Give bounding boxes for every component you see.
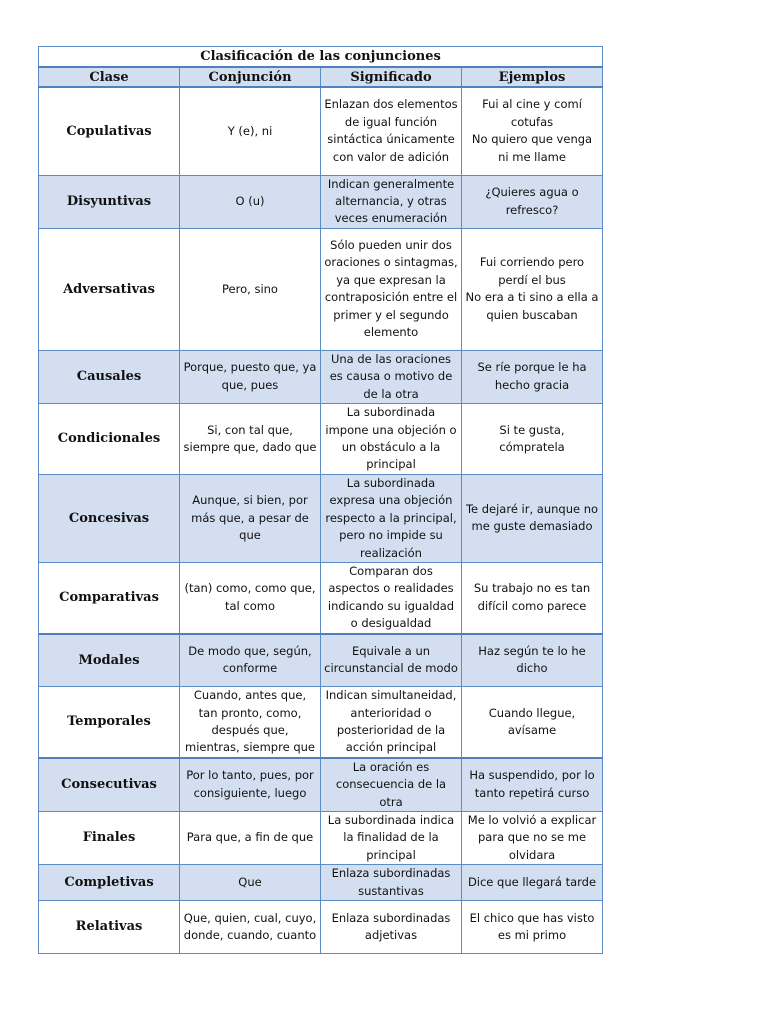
header-row [39,67,603,87]
cell-clase: Temporales [39,687,180,758]
cell-significado: Indican generalmente alternancia, y otras veces enumeración [321,175,462,228]
cell-significado: Una de las oraciones es causa o motivo de de la otra [321,350,462,403]
table-title: Clasificación de las conjunciones [39,47,603,68]
cell-ejemplos: Si te gusta, cómpratela [462,403,603,474]
cell-ejemplos: Cuando llegue, avísame [462,687,603,758]
conjunciones-table [38,46,603,954]
header-significado: Significado [321,67,462,87]
cell-significado: Enlaza subordinadas adjetivas [321,900,462,953]
cell-clase: Completivas [39,865,180,901]
header-conjuncion: Conjunción [180,67,321,87]
table-row [39,562,603,633]
cell-conjuncion: O (u) [180,175,321,228]
cell-conjuncion: Para que, a fin de que [180,811,321,864]
cell-clase: Relativas [39,900,180,953]
cell-ejemplos: Haz según te lo he dicho [462,634,603,687]
cell-clase: Adversativas [39,228,180,350]
cell-ejemplos: Fui al cine y comí cotufas No quiero que venga ni me llame [462,87,603,175]
cell-clase: Copulativas [39,87,180,175]
table-row [39,758,603,812]
cell-ejemplos: Dice que llegará tarde [462,865,603,901]
cell-clase: Disyuntivas [39,175,180,228]
cell-conjuncion: Pero, sino [180,228,321,350]
cell-conjuncion: Y (e), ni [180,87,321,175]
table-row [39,865,603,901]
cell-significado: La subordinada indica la finalidad de la principal [321,811,462,864]
cell-conjuncion: De modo que, según, conforme [180,634,321,687]
table-row [39,228,603,350]
cell-ejemplos: Ha suspendido, por lo tanto repetirá curso [462,758,603,812]
cell-clase: Causales [39,350,180,403]
cell-ejemplos: Se ríe porque le ha hecho gracia [462,350,603,403]
cell-conjuncion: Que [180,865,321,901]
cell-significado: La subordinada expresa una objeción respecto a la principal, pero no impide su realización [321,474,462,562]
cell-ejemplos: Fui corriendo pero perdí el bus No era a ti sino a ella a quien buscaban [462,228,603,350]
cell-significado: Sólo pueden unir dos oraciones o sintagmas, ya que expresan la contraposición entre el primer y el segundo elemento [321,228,462,350]
cell-clase: Modales [39,634,180,687]
table-row [39,634,603,687]
cell-significado: La oración es consecuencia de la otra [321,758,462,812]
table-row [39,474,603,562]
cell-ejemplos: ¿Quieres agua o refresco? [462,175,603,228]
cell-conjuncion: Que, quien, cual, cuyo, donde, cuando, cuanto [180,900,321,953]
header-clase: Clase [39,67,180,87]
cell-ejemplos: El chico que has visto es mi primo [462,900,603,953]
cell-conjuncion: Cuando, antes que, tan pronto, como, después que, mientras, siempre que [180,687,321,758]
cell-conjuncion: Aunque, si bien, por más que, a pesar de que [180,474,321,562]
cell-conjuncion: Por lo tanto, pues, por consiguiente, luego [180,758,321,812]
cell-ejemplos: Me lo volvió a explicar para que no se me olvidara [462,811,603,864]
table-row [39,175,603,228]
cell-significado: Enlazan dos elementos de igual función sintáctica únicamente con valor de adición [321,87,462,175]
header-ejemplos: Ejemplos [462,67,603,87]
cell-significado: La subordinada impone una objeción o un obstáculo a la principal [321,403,462,474]
cell-ejemplos: Te dejaré ir, aunque no me guste demasiado [462,474,603,562]
cell-significado: Indican simultaneidad, anterioridad o posterioridad de la acción principal [321,687,462,758]
title-row [39,47,603,68]
table-row [39,811,603,864]
table-row [39,687,603,758]
cell-ejemplos: Su trabajo no es tan difícil como parece [462,562,603,633]
table-row [39,900,603,953]
table-row [39,87,603,175]
cell-clase: Comparativas [39,562,180,633]
cell-conjuncion: Porque, puesto que, ya que, pues [180,350,321,403]
cell-conjuncion: (tan) como, como que, tal como [180,562,321,633]
table-row [39,403,603,474]
cell-clase: Consecutivas [39,758,180,812]
cell-clase: Concesivas [39,474,180,562]
table-row [39,350,603,403]
cell-clase: Finales [39,811,180,864]
cell-clase: Condicionales [39,403,180,474]
cell-conjuncion: Si, con tal que, siempre que, dado que [180,403,321,474]
cell-significado: Enlaza subordinadas sustantivas [321,865,462,901]
cell-significado: Equivale a un circunstancial de modo [321,634,462,687]
conjunciones-document [38,46,602,954]
table-body [39,87,603,953]
cell-significado: Comparan dos aspectos o realidades indicando su igualdad o desigualdad [321,562,462,633]
